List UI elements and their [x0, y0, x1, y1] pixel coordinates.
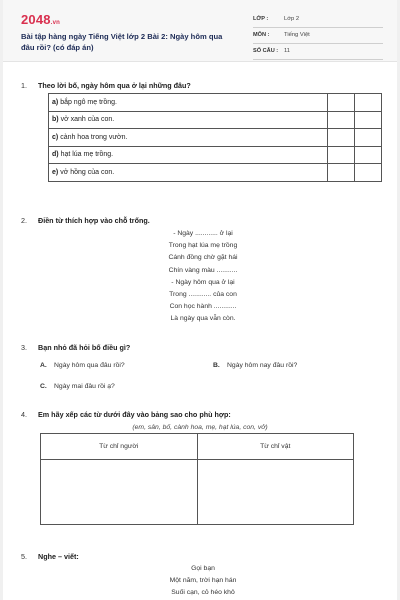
option-cell [49, 94, 328, 112]
option-letter: a) [52, 98, 59, 106]
worksheet-header [3, 0, 397, 62]
choice-letter: A. [40, 362, 47, 369]
poem-line: Trong hạt lúa mẹ trồng [168, 242, 238, 250]
meta-row-subject [253, 30, 383, 44]
question-text: Nghe – viết: [38, 552, 79, 561]
question-text: Điền từ thích hợp vào chỗ trống. [38, 216, 150, 225]
question-text: Bạn nhỏ đã hỏi bố điều gì? [38, 343, 131, 352]
column-header-things: Từ chỉ vật [197, 434, 354, 460]
poem-line: Chín vàng màu ........... [168, 266, 238, 274]
question-number: 2. [21, 216, 27, 225]
answer-cell[interactable] [355, 164, 382, 182]
answer-cell[interactable] [328, 94, 355, 112]
table-header-row [41, 434, 354, 460]
poem-title: Gọi bạn [191, 565, 215, 572]
option-cell [49, 164, 328, 182]
option-letter: c) [52, 133, 59, 141]
meta-key: SỐ CÂU : [253, 48, 279, 54]
answer-cell[interactable] [355, 111, 382, 129]
answer-cell[interactable] [328, 129, 355, 147]
meta-row-count [253, 46, 383, 60]
answer-cell-people[interactable] [41, 460, 198, 525]
option-letter: b) [52, 116, 59, 124]
answer-cell[interactable] [328, 146, 355, 164]
answer-cell[interactable] [355, 94, 382, 112]
poem-line: Suối cạn, cỏ héo khô [171, 589, 235, 597]
option-cell [49, 111, 328, 129]
table-row [49, 129, 382, 147]
option-letter: d) [52, 151, 59, 159]
meta-key: LỚP : [253, 16, 269, 22]
brand-logo[interactable]: 2048.vn [21, 12, 61, 27]
table-row [49, 146, 382, 164]
option-cell [49, 129, 328, 147]
word-bank-hint: (em, sân, bố, cành hoa, mẹ, hạt lúa, con, vở) [132, 424, 268, 431]
option-text: vở xanh của con. [60, 116, 115, 124]
choice-b[interactable] [213, 362, 297, 369]
choice-text: Ngày hôm qua đâu rồi? [54, 362, 125, 369]
poem-line: Cánh đồng chờ gặt hái [168, 254, 238, 262]
poem-line: Con học hành ............ [169, 303, 237, 311]
choice-a[interactable] [40, 362, 125, 369]
answer-cell[interactable] [355, 129, 382, 147]
answer-cell-things[interactable] [197, 460, 354, 525]
worksheet-page [3, 0, 397, 600]
question-number: 4. [21, 410, 27, 419]
option-cell [49, 146, 328, 164]
poem-line: - Ngày hôm qua ở lại [171, 278, 235, 286]
choice-letter: B. [213, 362, 220, 369]
question-number: 1. [21, 81, 27, 90]
question-number: 3. [21, 343, 27, 352]
option-letter: e) [52, 168, 59, 176]
document-title: Bài tập hàng ngày Tiếng Việt lớp 2 Bài 2: Ngày hôm qua đâu rồi? (có đáp án) [21, 32, 223, 52]
choice-letter: C. [40, 383, 47, 390]
meta-value: Lớp 2 [284, 16, 300, 22]
meta-row-class [253, 14, 383, 28]
meta-key: MÔN : [253, 32, 270, 38]
table-row [41, 460, 354, 525]
answer-cell[interactable] [328, 164, 355, 182]
option-text: bắp ngô mẹ trồng. [60, 98, 118, 106]
table-row [49, 111, 382, 129]
choice-text: Ngày mai đâu rồi ạ? [54, 383, 115, 390]
table-row [49, 164, 382, 182]
poem-line: Trong ............ của con [169, 291, 237, 299]
meta-value: Tiếng Việt [284, 32, 310, 38]
choice-text: Ngày hôm nay đâu rồi? [227, 362, 298, 369]
poem-line: Là ngày qua vẫn còn. [170, 315, 236, 323]
q5-poem [143, 563, 263, 600]
meta-value: 11 [284, 48, 291, 54]
q4-sort-table [40, 433, 354, 525]
question-text: Em hãy xếp các từ dưới đây vào bảng sao cho phù hợp: [38, 410, 231, 419]
poem-line: - Ngày ............ ở lại [173, 230, 233, 237]
question-text: Theo lời bố, ngày hôm qua ở lại những đâu? [38, 81, 191, 90]
q2-poem [143, 228, 263, 326]
answer-cell[interactable] [355, 146, 382, 164]
poem-line: Một năm, trời hạn hán [169, 577, 237, 585]
worksheet-meta [253, 14, 383, 62]
answer-cell[interactable] [328, 111, 355, 129]
table-row [49, 94, 382, 112]
choice-c[interactable] [40, 383, 115, 390]
q1-options-table [48, 93, 382, 182]
option-text: hạt lúa mẹ trồng. [60, 151, 114, 159]
option-text: cành hoa trong vườn. [60, 133, 128, 141]
column-header-people: Từ chỉ người [41, 434, 198, 460]
option-text: vở hồng của con. [60, 168, 115, 176]
question-number: 5. [21, 552, 27, 561]
